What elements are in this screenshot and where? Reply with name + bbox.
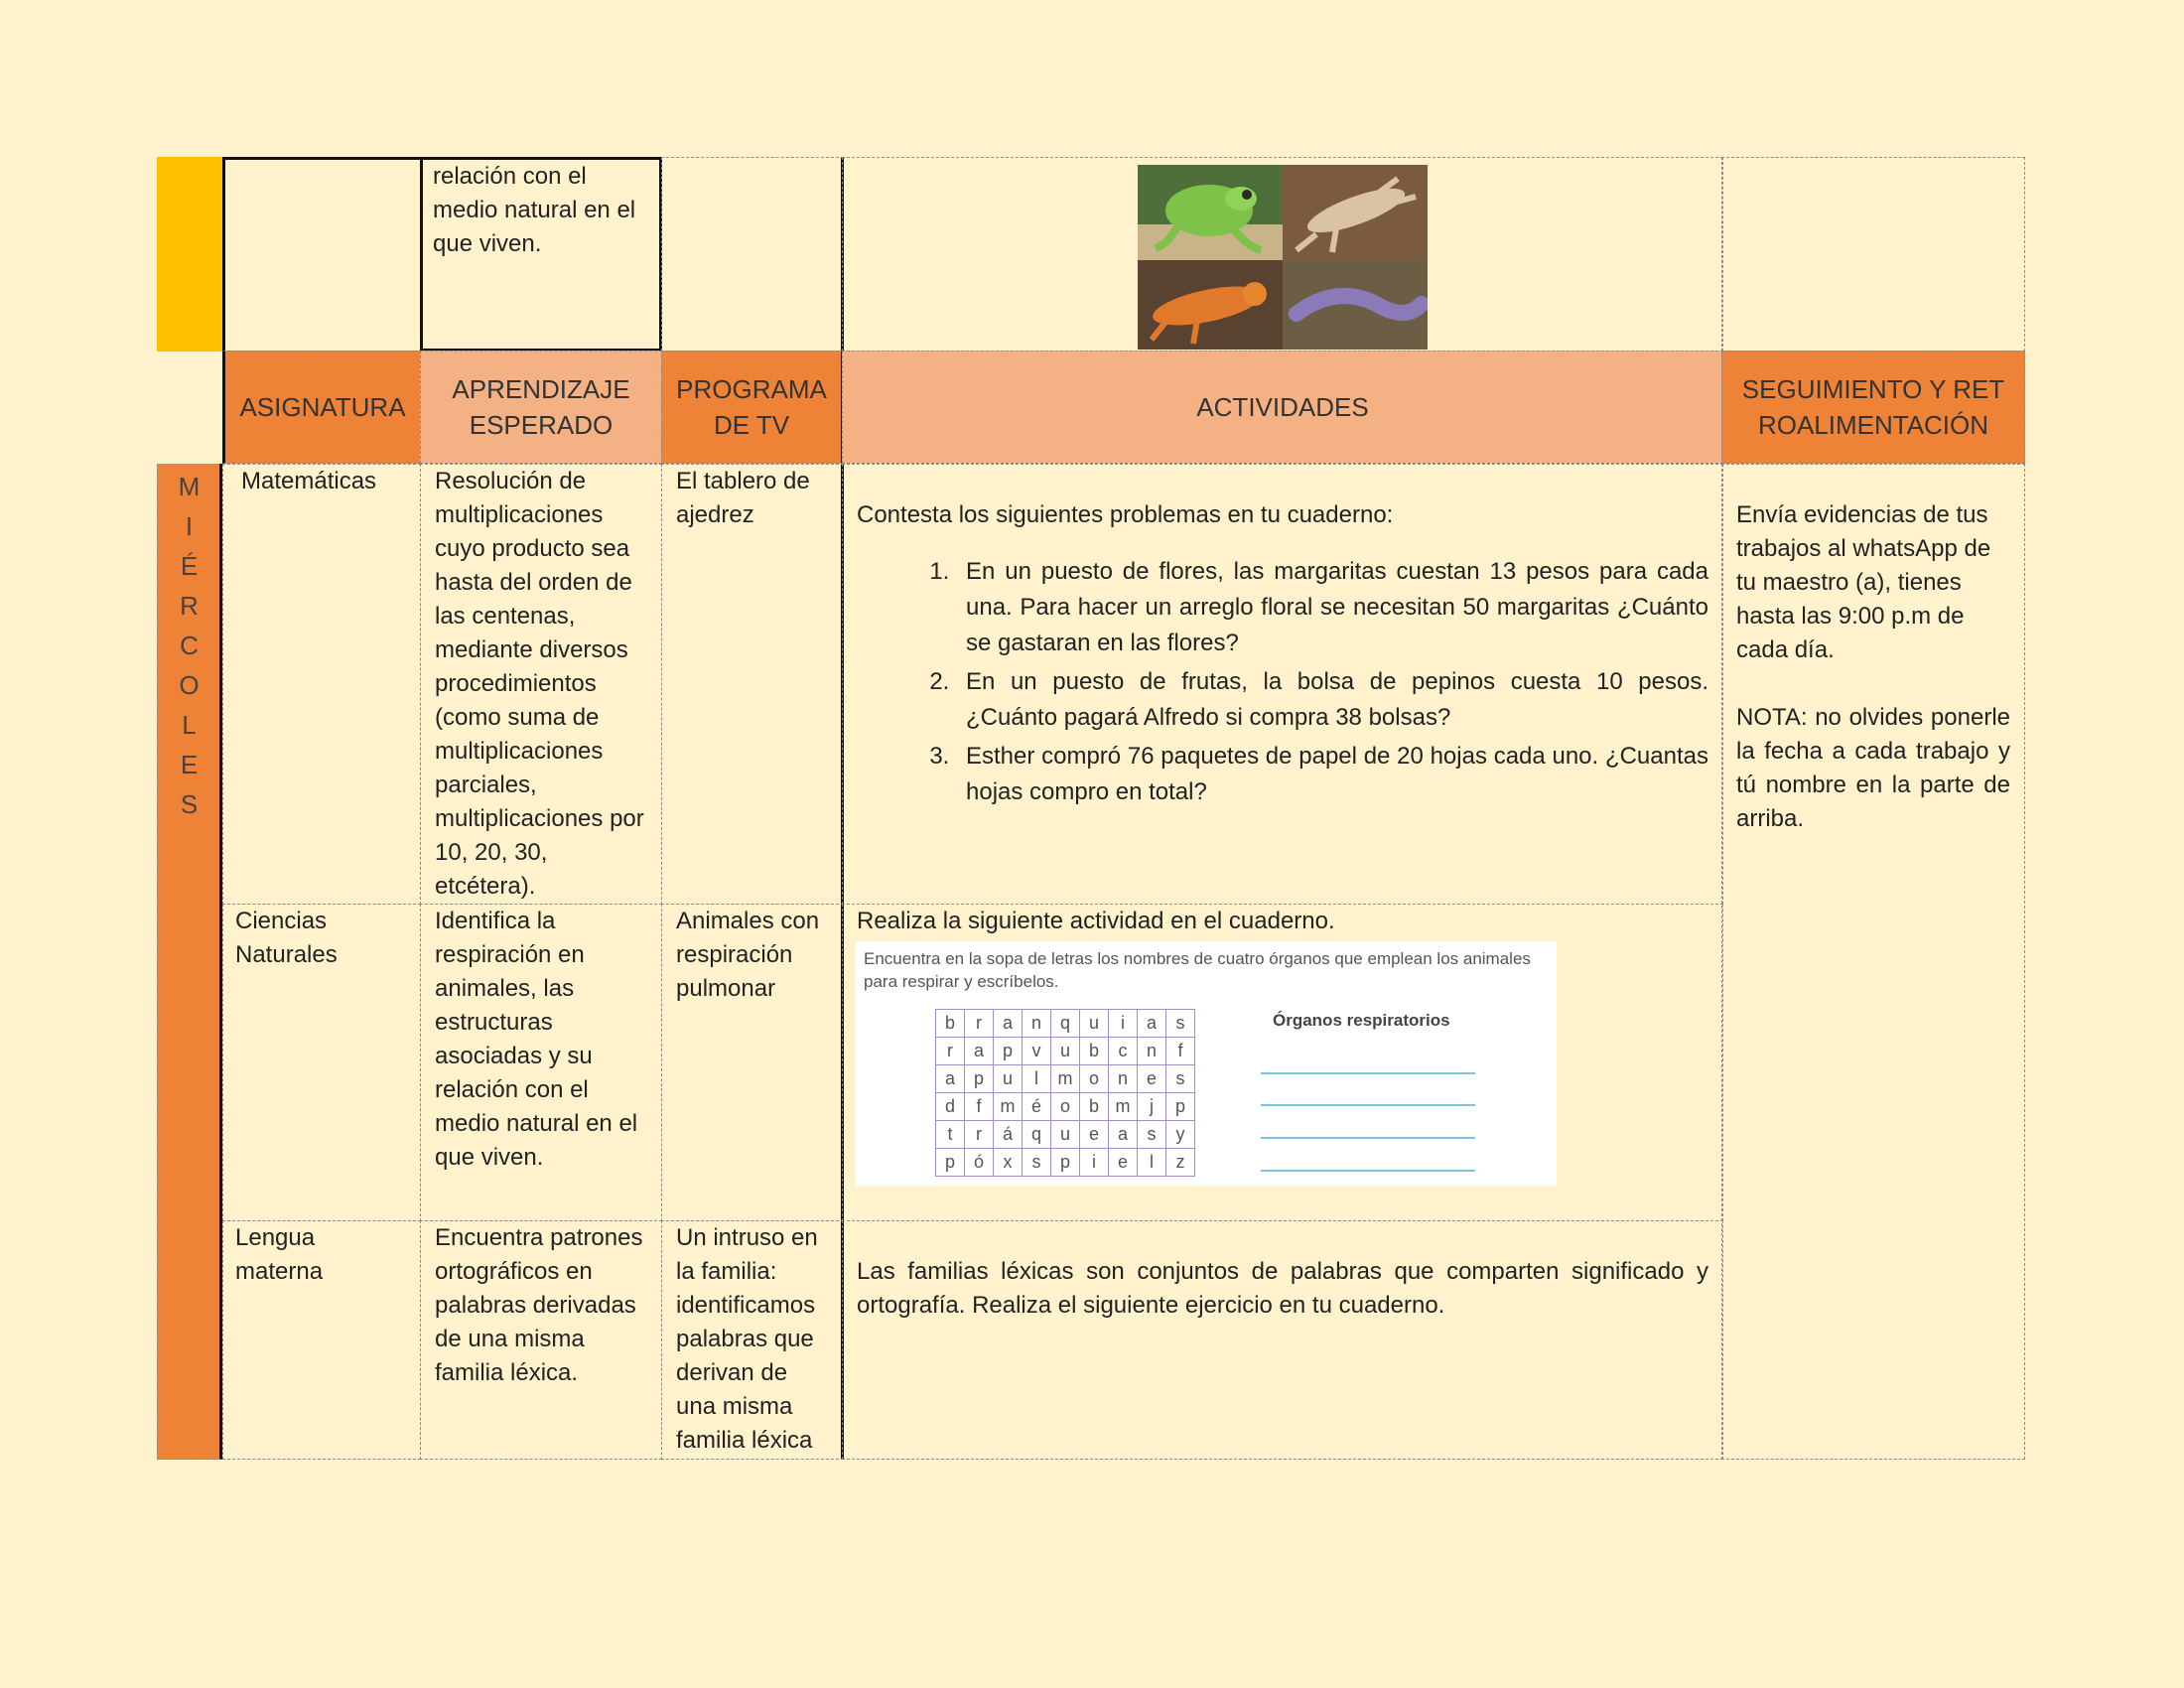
grid-letter: p [994, 1038, 1023, 1065]
grid-letter: n [1023, 1010, 1051, 1038]
grid-letter: x [994, 1149, 1023, 1177]
grid-letter: ó [965, 1149, 994, 1177]
grid-letter: p [1051, 1149, 1080, 1177]
amphibians-photo [1138, 165, 1428, 350]
grid-letter: q [1051, 1010, 1080, 1038]
worksheet-heading: Órganos respiratorios [1273, 1011, 1450, 1030]
grid-letter: i [1109, 1010, 1138, 1038]
grid-letter: s [1023, 1149, 1051, 1177]
grid-letter: o [1080, 1065, 1109, 1093]
grid-letter: b [936, 1010, 965, 1038]
word-search-grid [935, 1009, 1195, 1177]
grid-letter: u [1080, 1010, 1109, 1038]
grid-letter: a [994, 1010, 1023, 1038]
grid-letter: t [936, 1121, 965, 1149]
grid-letter: a [1109, 1121, 1138, 1149]
header-aprendizaje: APRENDIZAJE ESPERADO [420, 351, 662, 464]
answer-line-4 [1261, 1170, 1475, 1172]
grid-letter: u [994, 1065, 1023, 1093]
problem-1: 1. En un puesto de flores, las margaritas cuestan 13 pesos para cada una. Para hacer un arreglo floral se necesitan 50 margaritas ¿Cuánto se gastaran en las flores? [956, 554, 1708, 661]
grid-row [936, 1093, 1195, 1121]
grid-letter: y [1166, 1121, 1195, 1149]
row-lengua-aprendizaje: Encuentra patrones ortográficos en palabras derivadas de una misma familia léxica. [420, 1220, 662, 1460]
grid-letter: n [1109, 1065, 1138, 1093]
grid-row [936, 1065, 1195, 1093]
day-strip-top [157, 157, 222, 352]
answer-line-2 [1261, 1104, 1475, 1106]
matematicas-intro: Contesta los siguientes problemas en tu cuaderno: [857, 501, 1394, 528]
seguimiento-text: Envía evidencias de tus trabajos al whatsApp de tu maestro (a), tienes hasta las 9:00 p.m de cada día. [1736, 501, 1991, 663]
grid-row [936, 1149, 1195, 1177]
grid-letter: s [1166, 1010, 1195, 1038]
grid-letter: a [965, 1038, 994, 1065]
top-row-seguimiento-cell [1721, 157, 2025, 352]
word-search-worksheet [856, 941, 1557, 1186]
grid-letter: s [1166, 1065, 1195, 1093]
grid-letter: r [965, 1121, 994, 1149]
grid-letter: z [1166, 1149, 1195, 1177]
row-ciencias-programa: Animales con respiración pulmonar [661, 904, 844, 1221]
grid-letter: b [1080, 1093, 1109, 1121]
grid-letter: u [1051, 1038, 1080, 1065]
grid-letter: f [965, 1093, 994, 1121]
ciencias-intro: Realiza la siguiente actividad en el cuaderno. [857, 908, 1335, 934]
row-lengua-actividades [842, 1220, 1723, 1460]
row-ciencias-aprendizaje: Identifica la respiración en animales, las estructuras asociadas y su relación con el medio natural en el que viven. [420, 904, 662, 1221]
grid-letter: e [1109, 1149, 1138, 1177]
top-row-aprendizaje-cell [420, 157, 662, 352]
problem-3: 3. Esther compró 76 paquetes de papel de 20 hojas cada uno. ¿Cuantas hojas compro en total? [956, 739, 1708, 810]
top-row-aprendizaje-text: relación con el medio natural en el que viven. [433, 163, 636, 257]
answer-line-1 [1261, 1072, 1475, 1074]
worksheet-instruction: Encuentra en la sopa de letras los nombres de cuatro órganos que emplean los animales para respirar y escríbelos. [864, 949, 1531, 991]
header-asignatura: ASIGNATURA [222, 351, 421, 464]
row-matematicas-actividades [842, 464, 1723, 905]
grid-letter: á [994, 1121, 1023, 1149]
header-actividades: ACTIVIDADES [842, 351, 1723, 464]
grid-letter: e [1138, 1065, 1166, 1093]
grid-letter: é [1023, 1093, 1051, 1121]
seguimiento-cell [1721, 464, 2025, 1460]
row-lengua-asignatura: Lengua materna [222, 1220, 421, 1460]
grid-letter: r [965, 1010, 994, 1038]
row-matematicas-aprendizaje: Resolución de multiplicaciones cuyo producto sea hasta del orden de las centenas, mediante diversos procedimientos (como suma de multiplicaciones parciales, multiplicaciones por 10, 20, 30, etcétera). [420, 464, 662, 905]
grid-letter: r [936, 1038, 965, 1065]
grid-letter: i [1080, 1149, 1109, 1177]
grid-letter: m [994, 1093, 1023, 1121]
seguimiento-nota: NOTA: no olvides ponerle la fecha a cada trabajo y tú nombre en la parte de arriba. [1736, 704, 2010, 832]
grid-letter: q [1023, 1121, 1051, 1149]
top-row-programa-cell [661, 157, 844, 352]
grid-letter: p [965, 1065, 994, 1093]
grid-letter: j [1138, 1093, 1166, 1121]
row-lengua-programa: Un intruso en la familia: identificamos palabras que derivan de una misma familia léxica [661, 1220, 844, 1460]
grid-letter: l [1138, 1149, 1166, 1177]
row-ciencias-asignatura: Ciencias Naturales [222, 904, 421, 1221]
grid-letter: p [936, 1149, 965, 1177]
day-column [157, 464, 222, 1460]
header-programa: PROGRAMA DE TV [661, 351, 844, 464]
top-row-asignatura-cell [222, 157, 421, 352]
grid-letter: e [1080, 1121, 1109, 1149]
grid-letter: f [1166, 1038, 1195, 1065]
grid-letter: d [936, 1093, 965, 1121]
grid-row [936, 1038, 1195, 1065]
grid-letter: s [1138, 1121, 1166, 1149]
grid-letter: m [1051, 1065, 1080, 1093]
grid-letter: a [1138, 1010, 1166, 1038]
header-seguimiento: SEGUIMIENTO Y RETROALIMENTACIÓN [1721, 351, 2025, 464]
row-matematicas-asignatura: Matemáticas [222, 464, 421, 905]
grid-letter: a [936, 1065, 965, 1093]
day-label: MIÉRCOLES [174, 472, 205, 829]
answer-line-3 [1261, 1137, 1475, 1139]
grid-letter: b [1080, 1038, 1109, 1065]
grid-letter: v [1023, 1038, 1051, 1065]
grid-letter: n [1138, 1038, 1166, 1065]
problem-list [857, 554, 1708, 810]
grid-row [936, 1121, 1195, 1149]
grid-letter: p [1166, 1093, 1195, 1121]
grid-letter: l [1023, 1065, 1051, 1093]
grid-letter: u [1051, 1121, 1080, 1149]
grid-letter: o [1051, 1093, 1080, 1121]
grid-letter: c [1109, 1038, 1138, 1065]
lengua-intro: Las familias léxicas son conjuntos de palabras que comparten significado y ortografía. Realiza el siguiente ejercicio en tu cuaderno. [857, 1258, 1708, 1319]
problem-2: 2. En un puesto de frutas, la bolsa de pepinos cuesta 10 pesos. ¿Cuánto pagará Alfredo si compra 38 bolsas? [956, 664, 1708, 736]
grid-letter: m [1109, 1093, 1138, 1121]
grid-row [936, 1010, 1195, 1038]
row-matematicas-programa: El tablero de ajedrez [661, 464, 844, 905]
